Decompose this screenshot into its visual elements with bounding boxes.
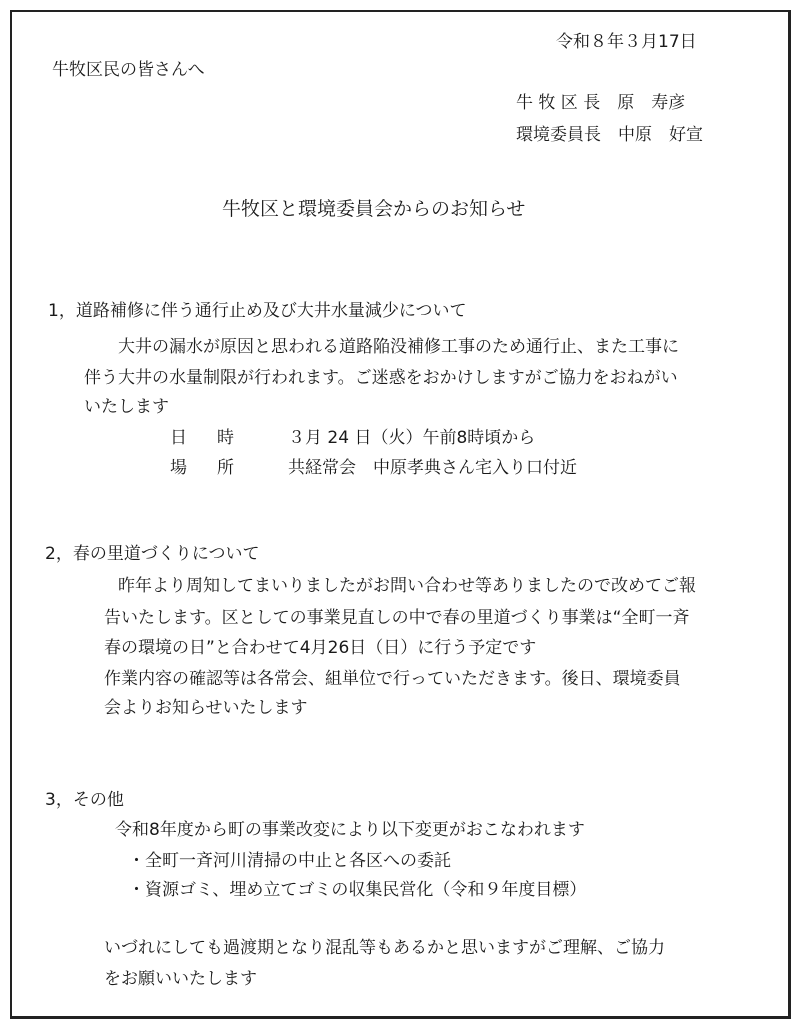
sender-environment-chair: 環境委員長 中原 好宣 [516, 125, 703, 145]
closing-line: いづれにしても過渡期となり混乱等もあるかと思いますがご理解、ご協力 [104, 938, 665, 958]
section3-bullet: ・全町一斉河川清掃の中止と各区への委託 [128, 851, 451, 871]
when-value: ３月 24 日（火）午前8時頃から [288, 428, 536, 448]
section2-body-line: 昨年より周知してまいりましたがお問い合わせ等ありましたので改めてご報 [118, 576, 696, 596]
addressee: 牛牧区民の皆さんへ [52, 60, 205, 80]
section2-body-line: 告いたします。区としての事業見直しの中で春の里道づくり事業は“全町一斉 [104, 608, 690, 628]
closing-line: をお願いいたします [104, 969, 257, 989]
section3-bullet: ・資源ゴミ、埋め立てゴミの収集民営化（令和９年度目標） [128, 880, 587, 900]
section2-body-line: 春の環境の日”と合わせて4月26日（日）に行う予定です [104, 638, 537, 658]
where-value: 共経常会 中原孝典さん宅入り口付近 [288, 458, 577, 478]
section2-body-line: 会よりお知らせいたします [104, 698, 308, 718]
notice-date: 令和８年３月17日 [556, 32, 697, 52]
section1-body-line: 伴う大井の水量制限が行われます。ご迷惑をおかけしますがご協力をおねがい [84, 368, 678, 388]
when-label: 日時 [170, 428, 264, 448]
section2-heading: 2，春の里道づくりについて [45, 544, 260, 564]
section1-body-line: 大井の漏水が原因と思われる道路陥没補修工事のため通行止、また工事に [118, 337, 679, 357]
section2-body-line: 作業内容の確認等は各常会、組単位で行っていただきます。後日、環境委員 [104, 669, 681, 689]
section3-heading: 3，その他 [45, 790, 124, 810]
section1-body-line: いたします [84, 397, 169, 417]
section3-intro: 令和8年度から町の事業改変により以下変更がおこなわれます [115, 820, 585, 840]
section1-heading: 1，道路補修に伴う通行止め及び大井水量減少について [48, 301, 467, 321]
where-label: 場所 [170, 458, 264, 478]
sender-district-head: 牛 牧 区 長 原 寿彦 [516, 93, 686, 113]
page-title: 牛牧区と環境委員会からのお知らせ [222, 198, 526, 220]
